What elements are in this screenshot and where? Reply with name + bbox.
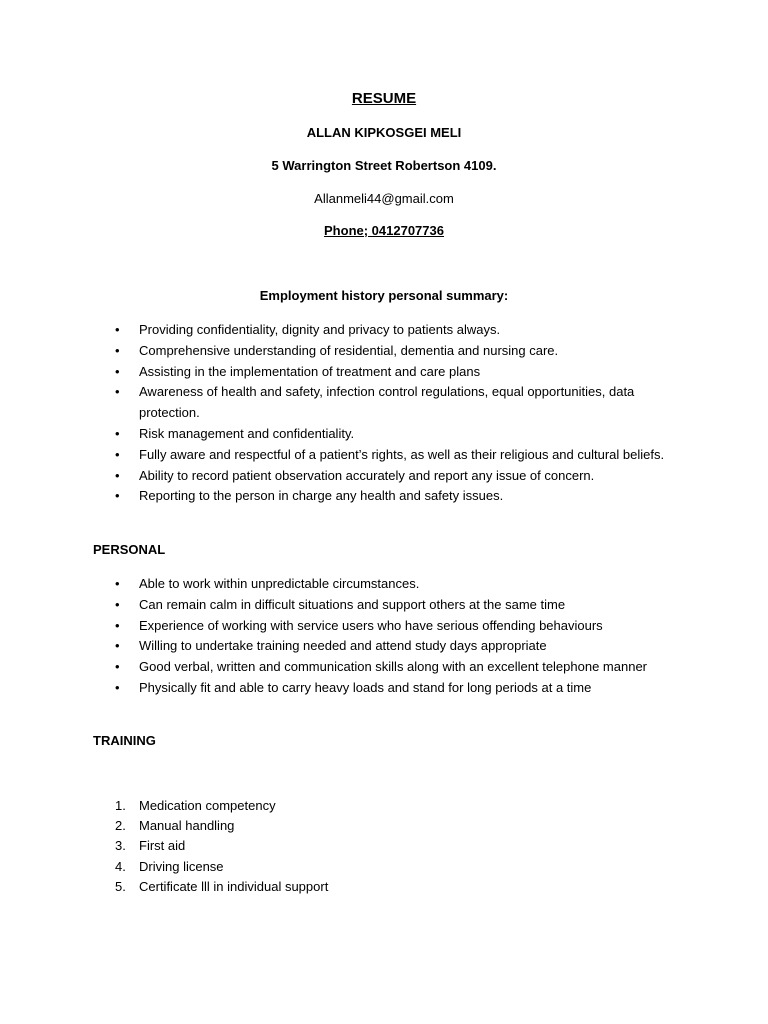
bullet-marker: • <box>115 488 120 504</box>
list-item <box>0 857 669 877</box>
list-item <box>0 424 669 445</box>
list-item <box>0 678 669 699</box>
list-item <box>0 445 669 466</box>
list-item-text: Comprehensive understanding of residential, dementia and nursing care. <box>139 342 559 358</box>
list-item-text: Awareness of health and safety, infection control regulations, equal opportunities, data protection. <box>139 384 635 421</box>
training-list <box>0 796 669 897</box>
bullet-marker: • <box>115 679 120 695</box>
list-item <box>0 816 669 836</box>
list-item-text: Manual handling <box>139 818 235 834</box>
list-number: 4. <box>115 858 126 874</box>
list-item <box>0 320 669 341</box>
bullet-marker: • <box>115 638 120 654</box>
training-heading: TRAINING <box>93 733 156 748</box>
applicant-email: Allanmeli44@gmail.com <box>314 191 454 206</box>
bullet-marker: • <box>115 384 120 400</box>
applicant-phone: Phone; 0412707736 <box>324 223 444 238</box>
bullet-marker: • <box>115 617 120 633</box>
list-item <box>0 796 669 816</box>
list-item-text: First aid <box>139 838 186 854</box>
list-number: 1. <box>115 798 126 813</box>
list-item-text: Medication competency <box>139 798 276 813</box>
list-number: 5. <box>115 878 126 894</box>
list-item <box>0 616 669 637</box>
list-item-text: Ability to record patient observation accurately and report any issue of concern. <box>139 467 595 483</box>
list-item-text: Driving license <box>139 858 224 874</box>
bullet-marker: • <box>115 342 120 358</box>
list-item-text: Risk management and confidentiality. <box>139 425 355 441</box>
personal-heading: PERSONAL <box>93 542 166 557</box>
list-item-text: Providing confidentiality, dignity and privacy to patients always. <box>139 322 501 337</box>
bullet-marker: • <box>115 446 120 462</box>
list-item-text: Physically fit and able to carry heavy loads and stand for long periods at a time <box>139 679 592 695</box>
summary-list <box>0 320 669 507</box>
bullet-marker: • <box>115 576 120 591</box>
bullet-marker: • <box>115 322 120 337</box>
list-item <box>0 836 669 856</box>
list-item-text: Good verbal, written and communication skills along with an excellent telephone manner <box>139 659 648 675</box>
list-item <box>0 486 669 507</box>
applicant-name: ALLAN KIPKOSGEI MELI <box>306 125 462 140</box>
page-title: RESUME <box>351 90 417 107</box>
list-item-text: Reporting to the person in charge any health and safety issues. <box>139 488 504 504</box>
list-number: 3. <box>115 838 126 854</box>
bullet-marker: • <box>115 596 120 612</box>
list-item-text: Can remain calm in difficult situations and support others at the same time <box>139 596 566 612</box>
list-item-text: Able to work within unpredictable circumstances. <box>139 576 420 591</box>
personal-list <box>0 574 669 699</box>
bullet-marker: • <box>115 467 120 483</box>
list-item-text: Certificate lll in individual support <box>139 878 329 894</box>
bullet-marker: • <box>115 659 120 675</box>
list-item <box>0 466 669 487</box>
list-item-text: Willing to undertake training needed and attend study days appropriate <box>139 638 547 654</box>
applicant-address: 5 Warrington Street Robertson 4109. <box>271 158 497 173</box>
list-item <box>0 636 669 657</box>
list-item <box>0 382 669 424</box>
list-item <box>0 341 669 362</box>
list-item <box>0 877 669 897</box>
list-item-text: Experience of working with service users who have serious offending behaviours <box>139 617 603 633</box>
list-item <box>0 362 669 383</box>
list-item <box>0 657 669 678</box>
list-item <box>0 595 669 616</box>
bullet-marker: • <box>115 363 120 379</box>
summary-heading: Employment history personal summary: <box>259 288 509 303</box>
list-item-text: Fully aware and respectful of a patient’s rights, as well as their religious and cultural beliefs. <box>139 446 665 462</box>
bullet-marker: • <box>115 425 120 441</box>
list-number: 2. <box>115 818 126 834</box>
list-item <box>0 574 669 595</box>
list-item-text: Assisting in the implementation of treatment and care plans <box>139 363 481 379</box>
